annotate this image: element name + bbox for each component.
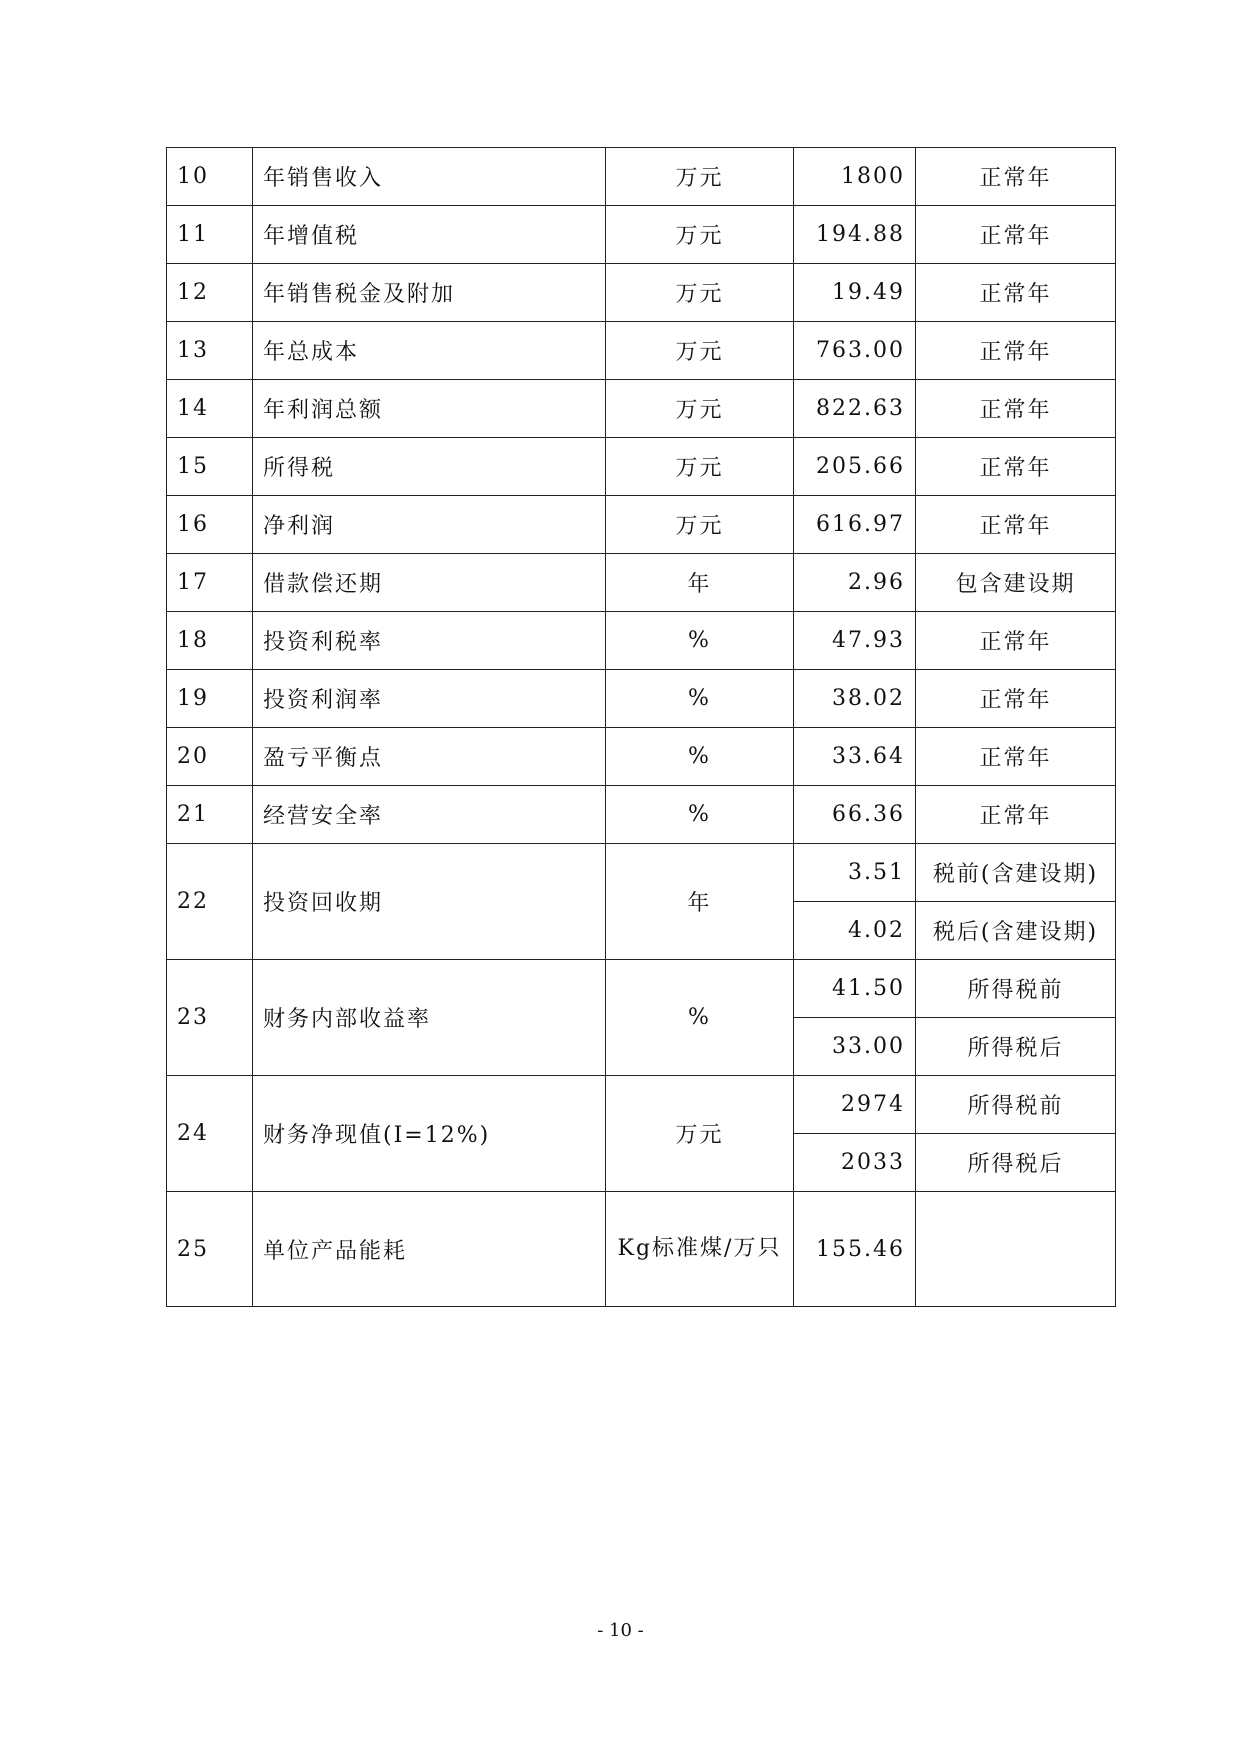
indicator-value: 616.97 (794, 496, 916, 554)
indicator-value: 4.02 (794, 902, 916, 960)
indicator-value: 205.66 (794, 438, 916, 496)
row-number: 14 (167, 380, 253, 438)
indicator-note: 正常年 (916, 206, 1116, 264)
row-number: 23 (167, 960, 253, 1076)
indicator-value: 2.96 (794, 554, 916, 612)
table-row (167, 1076, 1116, 1134)
indicator-value: 47.93 (794, 612, 916, 670)
indicator-note: 正常年 (916, 728, 1116, 786)
indicator-unit: 年 (606, 844, 794, 960)
indicator-note: 税后(含建设期) (916, 902, 1116, 960)
indicator-value: 3.51 (794, 844, 916, 902)
indicator-note: 所得税后 (916, 1134, 1116, 1192)
indicator-name: 年销售税金及附加 (253, 264, 606, 322)
indicator-unit: % (606, 670, 794, 728)
indicator-unit: % (606, 612, 794, 670)
indicator-name: 投资利税率 (253, 612, 606, 670)
indicator-note (916, 1192, 1116, 1307)
indicator-value: 2974 (794, 1076, 916, 1134)
table-row (167, 496, 1116, 554)
indicator-value: 763.00 (794, 322, 916, 380)
indicator-unit: % (606, 728, 794, 786)
row-number: 10 (167, 148, 253, 206)
indicator-note: 正常年 (916, 380, 1116, 438)
indicator-name: 投资利润率 (253, 670, 606, 728)
indicator-unit: 万元 (606, 1076, 794, 1192)
indicator-name: 净利润 (253, 496, 606, 554)
indicator-unit: % (606, 786, 794, 844)
indicator-value: 33.64 (794, 728, 916, 786)
table-row (167, 438, 1116, 496)
indicator-note: 所得税前 (916, 1076, 1116, 1134)
indicator-name: 经营安全率 (253, 786, 606, 844)
indicator-name: 财务净现值(I=12%) (253, 1076, 606, 1192)
table-row (167, 728, 1116, 786)
indicator-unit: 万元 (606, 206, 794, 264)
indicator-value: 19.49 (794, 264, 916, 322)
indicator-note: 包含建设期 (916, 554, 1116, 612)
row-number: 18 (167, 612, 253, 670)
row-number: 12 (167, 264, 253, 322)
indicator-name: 年利润总额 (253, 380, 606, 438)
indicator-note: 正常年 (916, 322, 1116, 380)
indicator-note: 正常年 (916, 786, 1116, 844)
indicator-note: 正常年 (916, 612, 1116, 670)
indicator-value: 194.88 (794, 206, 916, 264)
table-row (167, 264, 1116, 322)
indicator-unit: 万元 (606, 264, 794, 322)
indicator-unit: 万元 (606, 322, 794, 380)
table-row (167, 960, 1116, 1018)
table-row (167, 1192, 1116, 1307)
page-number: - 10 - (597, 1620, 644, 1641)
table-row (167, 786, 1116, 844)
indicator-name: 财务内部收益率 (253, 960, 606, 1076)
indicator-name: 所得税 (253, 438, 606, 496)
row-number: 19 (167, 670, 253, 728)
indicator-table (166, 147, 1116, 1307)
table-row (167, 670, 1116, 728)
indicator-unit: Kg标准煤/万只 (606, 1192, 794, 1307)
row-number: 15 (167, 438, 253, 496)
row-number: 17 (167, 554, 253, 612)
row-number: 16 (167, 496, 253, 554)
indicator-name: 年销售收入 (253, 148, 606, 206)
indicator-note: 税前(含建设期) (916, 844, 1116, 902)
indicator-name: 借款偿还期 (253, 554, 606, 612)
table-row (167, 206, 1116, 264)
table-row (167, 380, 1116, 438)
indicator-value: 41.50 (794, 960, 916, 1018)
indicator-name: 投资回收期 (253, 844, 606, 960)
table-row (167, 554, 1116, 612)
row-number: 13 (167, 322, 253, 380)
indicator-value: 2033 (794, 1134, 916, 1192)
indicator-name: 单位产品能耗 (253, 1192, 606, 1307)
row-number: 25 (167, 1192, 253, 1307)
indicator-value: 66.36 (794, 786, 916, 844)
indicator-unit: 万元 (606, 496, 794, 554)
indicator-name: 年总成本 (253, 322, 606, 380)
indicator-value: 155.46 (794, 1192, 916, 1307)
indicator-note: 所得税后 (916, 1018, 1116, 1076)
indicator-note: 正常年 (916, 264, 1116, 322)
indicator-unit: 年 (606, 554, 794, 612)
row-number: 24 (167, 1076, 253, 1192)
indicator-unit: % (606, 960, 794, 1076)
row-number: 20 (167, 728, 253, 786)
indicator-note: 正常年 (916, 148, 1116, 206)
table-row (167, 612, 1116, 670)
indicator-note: 正常年 (916, 438, 1116, 496)
table-row (167, 322, 1116, 380)
indicator-unit: 万元 (606, 148, 794, 206)
row-number: 22 (167, 844, 253, 960)
indicator-unit: 万元 (606, 438, 794, 496)
table-row (167, 844, 1116, 902)
indicator-value: 822.63 (794, 380, 916, 438)
indicator-name: 盈亏平衡点 (253, 728, 606, 786)
indicator-name: 年增值税 (253, 206, 606, 264)
row-number: 11 (167, 206, 253, 264)
indicator-note: 所得税前 (916, 960, 1116, 1018)
indicator-note: 正常年 (916, 496, 1116, 554)
indicator-value: 33.00 (794, 1018, 916, 1076)
indicator-value: 38.02 (794, 670, 916, 728)
indicator-value: 1800 (794, 148, 916, 206)
indicator-unit: 万元 (606, 380, 794, 438)
indicator-note: 正常年 (916, 670, 1116, 728)
table-row (167, 148, 1116, 206)
row-number: 21 (167, 786, 253, 844)
